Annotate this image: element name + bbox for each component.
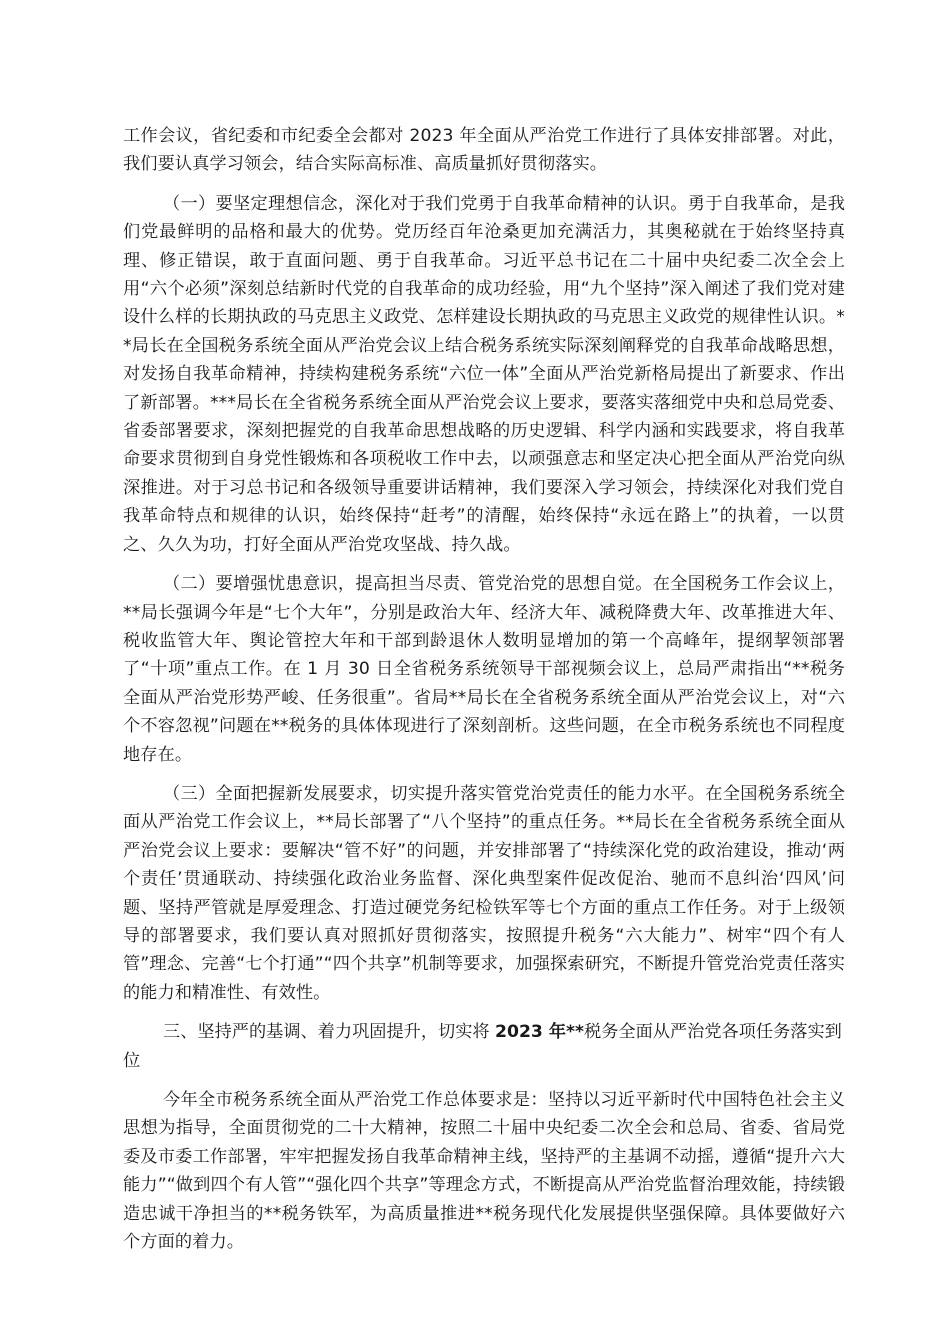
paragraph-section-1: （一）要坚定理想信念，深化对于我们党勇于自我革命精神的认识。勇于自我革命，是我们党最鲜明的品格和最大的优势。党历经百年沧桑更加充满活力，其奥秘就在于始终坚持真理、修正错误，敢于直面问题、勇于自我革命。习近平总书记在二十届中央纪委二次全会上用“六个必须”深刻总结新时代党的自我革命的成功经验，用“九个坚持”深入阐述了我们党对建设什么样的长期执政的马克思主义政党、怎样建设长期执政的马克思主义政党的规律性认识。**局长在全国税务系统全面从严治党会议上结合税务系统实际深刻阐释党的自我革命战略思想，对发扬自我革命精神，持续构建税务系统“六位一体”全面从严治党新格局提出了新要求、作出了新部署。***局长在全省税务系统全面从严治党会议上要求，要落实落细党中央和总局党委、省委部署要求，深刻把握党的自我革命思想战略的历史逻辑、科学内涵和实践要求，将自我革命要求贯彻到自身党性锻炼和各项税收工作中去，以顽强意志和坚定决心把全面从严治党向纵深推进。对于习总书记和各级领导重要讲话精神，我们要深入学习领会，持续深化对我们党自我革命特点和规律的认识，始终保持“赶考”的清醒，始终保持“永远在路上”的执着，一以贯之、久久为功，打好全面从严治党攻坚战、持久战。 xyxy=(123,193,845,555)
document-page xyxy=(123,122,845,1267)
paragraph-intro-continuation: 工作会议，省纪委和市纪委全会都对 2023 年全面从严治党工作进行了具体安排部署。对此，我们要认真学习领会，结合实际高标准、高质量抓好贯彻落实。 xyxy=(123,126,845,175)
heading-text-bold: 2023 年** xyxy=(495,1022,585,1043)
paragraph-overall-requirements: 今年全市税务系统全面从严治党工作总体要求是：坚持以习近平新时代中国特色社会主义思想为指导，全面贯彻党的二十大精神，按照二十届中央纪委二次全会和总局、省委、省局党委及市委工作部署，牢牢把握发扬自我革命精神主线，坚持严的主基调不动摇，遵循“提升六大能力”“做到四个有人管”“强化四个共享”等理念方式，不断提高从严治党监督治理效能，持续锻造忠诚干净担当的**税务铁军，为高质量推进**税务现代化发展提供坚强保障。具体要做好六个方面的着力。 xyxy=(123,1090,845,1253)
heading-text-part3: 税务全面从严治党各项任务落实到位 xyxy=(123,1022,842,1071)
heading-text-part1: 三、坚持严的基调、着力巩固提升，切实将 xyxy=(163,1022,496,1043)
section-heading-three xyxy=(123,1018,845,1075)
paragraph-section-2: （二）要增强忧患意识，提高担当尽责、管党治党的思想自觉。在全国税务工作会议上，**局长强调今年是“七个大年”，分别是政治大年、经济大年、减税降费大年、改革推进大年、税收监管大年、舆论管控大年和干部到龄退休人数明显增加的第一个高峰年，提纲挈领部署了“十项”重点工作。在 1 月 30 日全省税务系统领导干部视频会议上，总局严肃指出“**税务全面从严治党形势严峻、任务很重”。省局**局长在全省税务系统全面从严治党会议上，对“六个不容忽视”问题在**税务的具体体现进行了深刻剖析。这些问题，在全市税务系统也不同程度地存在。 xyxy=(123,574,845,765)
paragraph-section-3: （三）全面把握新发展要求，切实提升落实管党治党责任的能力水平。在全国税务系统全面从严治党工作会议上，**局长部署了“八个坚持”的重点任务。**局长在全省税务系统全面从严治党会议上要求：要解决“管不好”的问题，并安排部署了“持续深化党的政治建设，推动‘两个责任’贯通联动、持续强化政治业务监督、深化典型案件促改促治、驰而不息纠治‘四风’问题、坚持严管就是厚爱理念、打造过硬党务纪检铁军等七个方面的重点工作任务。对于上级领导的部署要求，我们要认真对照抓好贯彻落实，按照提升税务“六大能力”、树牢“四个有人管”理念、完善“七个打通”“四个共享”机制等要求，加强探索研究，不断提升管党治党责任落实的能力和精准性、有效性。 xyxy=(123,783,845,1003)
